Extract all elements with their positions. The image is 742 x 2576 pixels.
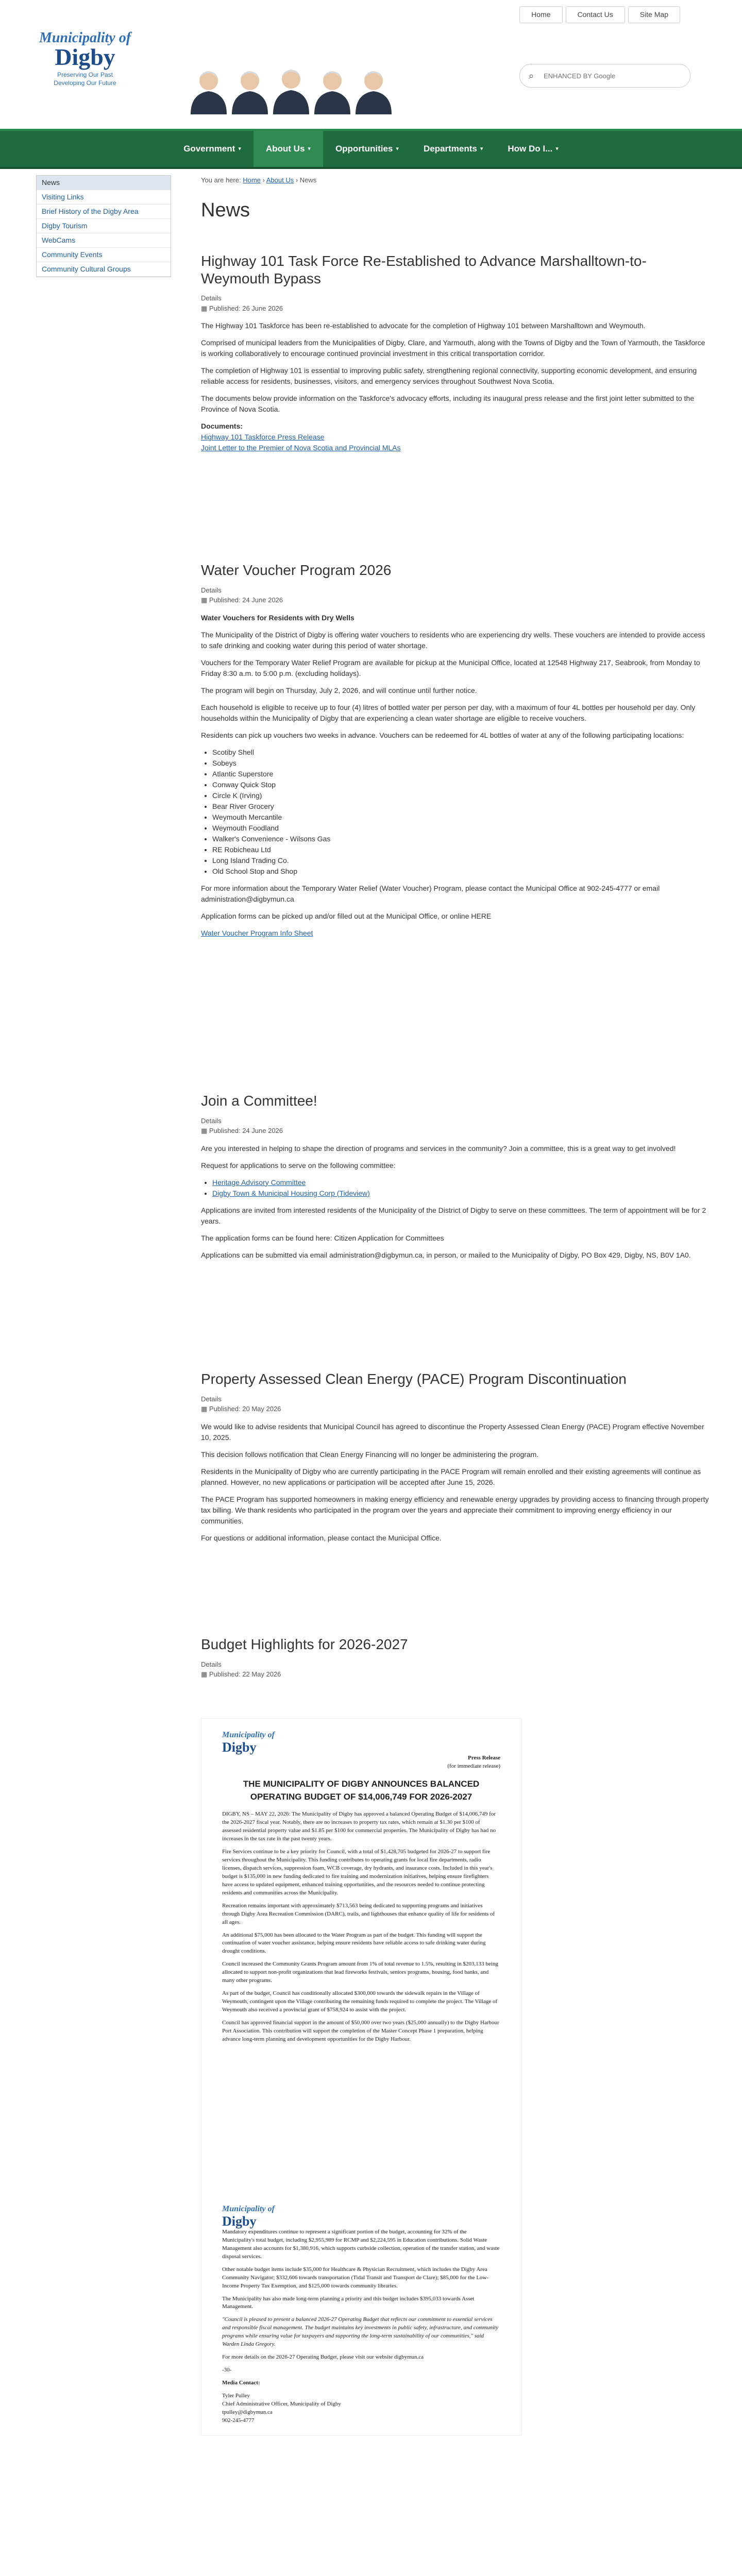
published-text: Published: 24 June 2026: [209, 596, 283, 604]
search-input[interactable]: [543, 72, 679, 80]
calendar-icon: ▦: [201, 596, 209, 604]
article-paragraph: Residents can pick up vouchers two weeks in advance. Vouchers can be redeemed for 4L bottles of water at any of the following participating locations:: [201, 731, 684, 739]
search-box: [519, 64, 690, 88]
nav-label: Opportunities: [335, 144, 393, 154]
article-paragraph: Each household is eligible to receive up to four (4) litres of bottled water per person per day, with a maximum of four 4L bottles per household per day. Only households within the Municipality of Digby that are experiencing a clean water shortage are eligible to receive vouchers.: [201, 703, 696, 722]
article-paragraph: The Highway 101 Taskforce has been re-established to advocate for the completion of Highway 101 between Marshalltown and Weymouth.: [201, 321, 646, 330]
calendar-icon: ▦: [201, 1127, 209, 1135]
logo-tagline1: Preserving Our Past: [57, 71, 113, 78]
press-sublabel: (for immediate release): [447, 1763, 500, 1770]
article-paragraph: Application forms can be picked up and/or filled out at the Municipal Office, or online HERE: [201, 911, 492, 920]
press-logo-line2: Digby: [222, 2213, 257, 2229]
article-budget-highlights: [201, 1636, 711, 1687]
header: [0, 0, 742, 129]
published-text: Published: 20 May 2026: [209, 1405, 281, 1413]
chevron-down-icon: ▾: [308, 145, 311, 152]
nav-label: How Do I...: [508, 144, 553, 154]
press-paragraph: Council has approved financial support in the amount of $50,000 over two years ($25,000 annually) to the Digby Harbour Port Association. This contribution will support the completion of the Master Concept Phase 1 preparation, helping advance long-term planning and development opportunities for the Digby Harbour.: [222, 2019, 499, 2042]
list-item: • Conway Quick Stop: [212, 779, 711, 790]
details-label: Details: [201, 1116, 222, 1125]
nav-how-do-i[interactable]: [495, 131, 570, 167]
press-paragraph: An additional $75,000 has been allocated to the Water Program as part of the budget. This funding will support the continuation of water voucher assistance, helping ensure residents have reliable access to safe drinking water during drought conditions.: [222, 1931, 486, 1955]
article-paragraph: Applications are invited from interested residents of the Municipality of the District of Digby to serve on these committees. The term of appointment will be for 2 years.: [201, 1206, 706, 1225]
logo-tagline2: Developing Our Future: [54, 79, 116, 87]
article-title[interactable]: Water Voucher Program 2026: [201, 562, 392, 578]
press-paragraph: For more details on the 2026-27 Operating Budget, please visit our website digbymun.ca: [222, 2354, 424, 2361]
details-label: Details: [201, 1660, 222, 1668]
article-paragraph: The PACE Program has supported homeowners in making energy efficiency and renewable energy upgrades by providing access to financing through property tax billing. We thank residents who participated in the program over the years and appreciate their commitment to improving energy efficiency in our communities.: [201, 1495, 709, 1525]
sidebar-item-visiting-links[interactable]: Visiting Links: [37, 190, 171, 205]
published-date: [201, 1404, 711, 1414]
logo-line1: Municipality of: [39, 30, 131, 46]
chevron-down-icon: ▾: [555, 145, 559, 152]
top-link-home[interactable]: Home: [519, 6, 562, 23]
press-paragraph: The Municipality has also made long-term planning a priority and this budget includes $395,033 towards Asset Management.: [222, 2295, 475, 2310]
press-paragraph: Other notable budget items include $35,000 for Healthcare & Physician Recruitment, which includes the Digby Area Community Navigator; $332,606 towards transportation (Tidal Transit and Transport de Clare); $85,000 for the Low-Income Property Tax Exemption, and $125,000 towards community libraries.: [222, 2266, 489, 2289]
committee-link-heritage[interactable]: Heritage Advisory Committee: [212, 1178, 306, 1187]
list-item: • Weymouth Foodland: [212, 823, 711, 834]
logo-line2: Digby: [55, 44, 115, 70]
article-paragraph: Residents in the Municipality of Digby who are currently participating in the PACE Program will remain enrolled and their existing agreements will continue as planned. However, no new applications or participation will be accepted after June 15, 2026.: [201, 1467, 701, 1486]
sidebar-item-history[interactable]: Brief History of the Digby Area: [37, 205, 171, 219]
top-link-sitemap[interactable]: Site Map: [628, 6, 680, 23]
list-item: • Atlantic Superstore: [212, 769, 711, 779]
breadcrumb: You are here: Home › About Us › News: [201, 176, 317, 184]
published-date: [201, 1669, 711, 1680]
article-paragraph: The completion of Highway 101 is essential to improving public safety, strengthening regional connectivity, supporting economic development, and ensuring reliable access for residents, businesses, visitors, and emergency services throughout Southwest Nova Scotia.: [201, 366, 697, 386]
article-title[interactable]: Highway 101 Task Force Re-Established to Advance Marshalltown-to-Weymouth Bypass: [201, 253, 647, 286]
article-title[interactable]: Join a Committee!: [201, 1093, 317, 1109]
list-item: • Long Island Trading Co.: [212, 855, 711, 866]
published-text: Published: 24 June 2026: [209, 1127, 283, 1135]
list-item: • Circle K (Irving): [212, 790, 711, 801]
article-paragraph: The application forms can be found here: Citizen Application for Committees: [201, 1233, 444, 1242]
info-sheet-link[interactable]: Water Voucher Program Info Sheet: [201, 928, 313, 937]
press-label: Press Release: [467, 1755, 500, 1761]
press-paragraph: Council increased the Community Grants Program amount from 1% of total revenue to 1.5%, resulting in $203,133 being allocated to support non-profit organizations that lead fireworks festivals, seniors programs, housing, food banks, and many other programs.: [222, 1961, 498, 1984]
breadcrumb-prefix: You are here:: [201, 176, 241, 184]
press-paragraph: As part of the budget, Council has conditionally allocated $300,000 towards the sidewalk repairs in the Village of Weymouth, contingent upon the Village contributing the remaining funds required to complete the project. The Village of Weymouth also received a provincial grant of $758,924 to assist with the project.: [222, 1990, 498, 2013]
nav-label: About Us: [265, 144, 305, 154]
article-paragraph: Comprised of municipal leaders from the Municipalities of Digby, Clare, and Yarmouth, along with the Towns of Digby and the Town of Yarmouth, the Taskforce is working collaboratively to encourage continued provincial investment in this critical transportation corridor.: [201, 338, 705, 358]
nav-label: Departments: [423, 144, 477, 154]
list-item: • Weymouth Mercantile: [212, 812, 711, 823]
doc-link-joint-letter[interactable]: Joint Letter to the Premier of Nova Scotia and Provincial MLAs: [201, 444, 401, 452]
page-title: News: [201, 199, 250, 221]
contact-phone: 902-245-4777: [222, 2417, 255, 2424]
sidebar-item-news[interactable]: News: [37, 176, 171, 190]
calendar-icon: ▦: [201, 1405, 209, 1413]
press-quote: "Council is pleased to present a balanced 2026-27 Operating Budget that reflects our commitment to essential services and responsible fiscal management. The budget maintains key investments in public safety, infrastructure, and community programs while ensuring value for taxpayers and supporting the long-term sustainability of our communities," said Warden Linda Gregory.: [222, 2316, 498, 2348]
sidebar-item-tourism[interactable]: Digby Tourism: [37, 219, 171, 233]
article-title[interactable]: Budget Highlights for 2026-2027: [201, 1636, 408, 1652]
doc-link-press-release[interactable]: Highway 101 Taskforce Press Release: [201, 433, 325, 442]
article-paragraph: Applications can be submitted via email administration@digbymun.ca, in person, or mailed to the Municipality of Digby, PO Box 429, Digby, NS, B0V 1A0.: [201, 1250, 691, 1259]
press-paragraph: Mandatory expenditures continue to represent a significant portion of the budget, accounting for 32% of the Municipality's total budget, including $2,955,989 for RCMP and $2,224,595 in Education contributions. Solid Waste Management also accounts for $1,380,916, which supports curbside collection, operation of the transfer station, and waste disposal services.: [222, 2228, 500, 2260]
published-date: [201, 1126, 711, 1136]
chevron-down-icon: ▾: [396, 145, 399, 152]
committee-list: [201, 1177, 711, 1199]
breadcrumb-home[interactable]: Home: [243, 176, 261, 184]
article-paragraph: The program will begin on Thursday, July 2, 2026, and will continue until further notice.: [201, 686, 477, 694]
press-logo-line2: Digby: [222, 1740, 257, 1755]
documents-label: Documents:: [201, 422, 243, 431]
article-subheading: Water Vouchers for Residents with Dry Wells: [201, 613, 355, 622]
store-list: [201, 747, 711, 877]
details-label: Details: [201, 586, 222, 594]
article-paragraph: The Municipality of the District of Digby is offering water vouchers to residents who are experiencing dry wells. These vouchers are intended to provide access to safe drinking and cooking water during this period of water shortage.: [201, 630, 705, 650]
press-paragraph: Recreation remains important with approximately $713,563 being dedicated to supporting programs and initiatives through Digby Area Recreation Commission (DARC), trails, and lighthouses that enhance quality of life for residents of all ages.: [222, 1902, 495, 1925]
press-headline: THE MUNICIPALITY OF DIGBY ANNOUNCES BALANCED OPERATING BUDGET OF $14,006,749 FOR 2026-2027: [243, 1779, 480, 1802]
published-text: Published: 26 June 2026: [209, 304, 283, 312]
article-title[interactable]: Property Assessed Clean Energy (PACE) Program Discontinuation: [201, 1371, 627, 1387]
breadcrumb-about[interactable]: About Us: [266, 176, 294, 184]
nav-departments[interactable]: [411, 131, 495, 167]
committee-link-housing[interactable]: Digby Town & Municipal Housing Corp (Tideview): [212, 1189, 370, 1197]
details-label: Details: [201, 1395, 222, 1403]
press-logo-line1: Municipality of: [222, 2204, 275, 2213]
sidebar-item-events[interactable]: Community Events: [37, 248, 171, 262]
article-paragraph: For questions or additional information, please contact the Municipal Office.: [201, 1533, 442, 1542]
top-link-contact[interactable]: Contact Us: [566, 6, 625, 23]
article-paragraph: Are you interested in helping to shape the direction of programs and services in the community? Join a committee, this is a great way to get involved!: [201, 1144, 676, 1153]
press-paragraph: DIGBY, NS – MAY 22, 2026: The Municipality of Digby has approved a balanced Operating Budget of $14,006,749 for the 2026-2027 fiscal year. Notably, there are no increases to property tax rates, which remain at $1.30 per $100 of assessed residential property value and $1.85 per $100 for commercial properties. The Municipality of Digby has had no increases in the tax rate in the past twenty years.: [222, 1811, 496, 1842]
contact-name: Tyler Pulley: [222, 2392, 250, 2399]
article-water-voucher: [201, 562, 711, 939]
published-text: Published: 22 May 2026: [209, 1670, 281, 1679]
chevron-down-icon: ▾: [238, 145, 241, 152]
press-paragraph: Fire Services continue to be a key priority for Council, with a total of $1,428,705 budgeted for 2026-27 to support fire services throughout the Municipality. This funding contributes to operating grants for local fire departments, radio licenses, dispatch services, suppression foam, WCB coverage, dry hydrants, and insurance costs. Included in this year's budget is $135,000 in new funding dedicated to fire training and modernization initiatives, helping ensure firefighters have access to updated equipment, enhanced training opportunities, and the resources needed to continue protecting residents and communities across the Municipality.: [222, 1849, 493, 1896]
article-highway-101: [201, 252, 711, 453]
article-pace: [201, 1370, 711, 1550]
site-logo[interactable]: [36, 31, 134, 87]
article-paragraph: Vouchers for the Temporary Water Relief Program are available for pickup at the Municipal Office, located at 12548 Highway 217, Seabrook, from Monday to Friday 8:30 a.m. to 5:00 p.m. (excluding holidays).: [201, 658, 700, 677]
chevron-down-icon: ▾: [480, 145, 483, 152]
calendar-icon: ▦: [201, 1670, 209, 1679]
list-item: • Walker's Convenience - Wilsons Gas: [212, 834, 711, 844]
press-logo: [222, 1729, 500, 1754]
list-item: • Sobeys: [212, 758, 711, 769]
article-paragraph: The documents below provide information on the Taskforce's advocacy efforts, including its inaugural press release and the first joint letter submitted to the Province of Nova Scotia.: [201, 394, 695, 414]
contact-email: tpulley@digbymun.ca: [222, 2409, 273, 2415]
nav-opportunities[interactable]: [323, 131, 411, 167]
nav-about-us[interactable]: [254, 131, 323, 167]
press-separator: -30-: [222, 2367, 232, 2374]
council-photo: [185, 58, 412, 114]
press-logo-line1: Municipality of: [222, 1731, 275, 1739]
sidebar: [36, 175, 171, 277]
calendar-icon: ▦: [201, 304, 209, 312]
main-nav: [0, 129, 742, 169]
article-paragraph: We would like to advise residents that Municipal Council has agreed to discontinue the Property Assessed Clean Energy (PACE) Program effective November 10, 2025.: [201, 1422, 704, 1442]
article-paragraph: For more information about the Temporary Water Relief (Water Voucher) Program, please contact the Municipal Office at 902-245-4777 or email administration@digbymun.ca: [201, 884, 660, 903]
nav-label: Government: [183, 144, 235, 154]
article-paragraph: This decision follows notification that Clean Energy Financing will no longer be administering the program.: [201, 1450, 539, 1459]
press-logo-page2: [222, 2203, 500, 2228]
published-date: [201, 595, 711, 605]
list-item: • Bear River Grocery: [212, 801, 711, 812]
list-item: • Old School Stop and Shop: [212, 866, 711, 877]
published-date: [201, 303, 711, 314]
article-join-committee: [201, 1092, 711, 1267]
media-contact-label: Media Contact:: [222, 2380, 260, 2386]
search-icon[interactable]: ⌕: [528, 70, 534, 81]
details-label: Details: [201, 294, 222, 302]
article-paragraph: Request for applications to serve on the following committee:: [201, 1161, 396, 1170]
list-item: • Scotiby Shell: [212, 747, 711, 758]
nav-government[interactable]: [171, 131, 254, 167]
breadcrumb-current: News: [299, 176, 317, 184]
contact-title: Chief Administrative Officer, Municipality of Digby: [222, 2400, 341, 2407]
press-release-image: [201, 1718, 521, 2436]
list-item: • RE Robicheau Ltd: [212, 844, 711, 855]
sidebar-item-webcams[interactable]: WebCams: [37, 233, 171, 248]
sidebar-item-cultural-groups[interactable]: Community Cultural Groups: [37, 262, 171, 277]
